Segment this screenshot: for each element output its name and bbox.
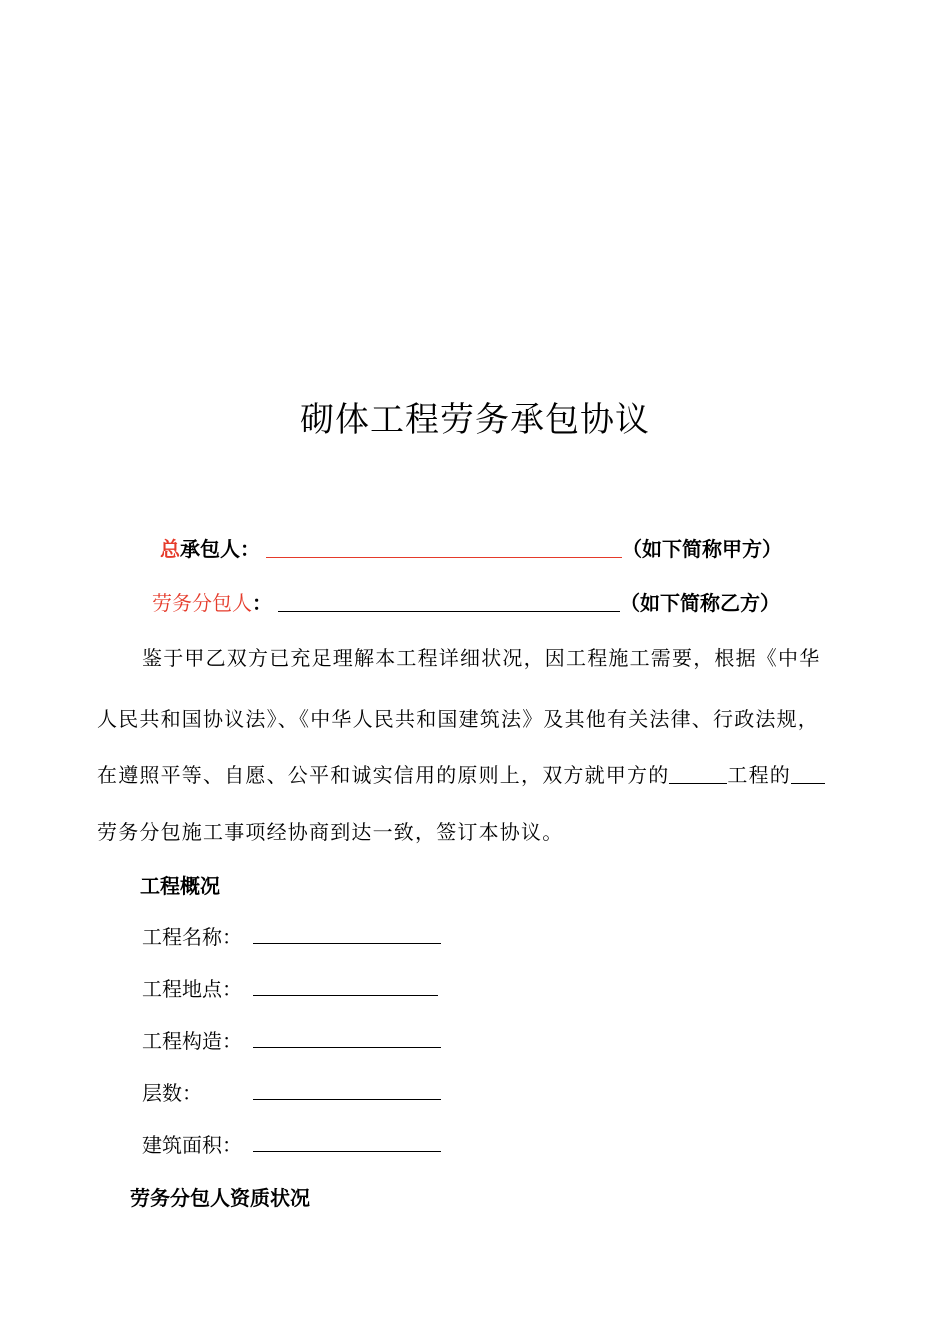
document-title: 砌体工程劳务承包协议 — [300, 400, 650, 440]
subcontractor-suffix: （如下简称乙方） — [620, 591, 780, 615]
intro-line-3-a: 在遵照平等、自愿、公平和诚实信用的原则上，双方就甲方的 — [97, 763, 670, 787]
field-project-name: 工程名称： — [142, 925, 242, 949]
contractor-label: 承包人： — [180, 537, 260, 561]
section-heading-overview: 工程概况 — [140, 874, 220, 898]
intro-line-4: 劳务分包施工事项经协商到达一致，签订本协议。 — [97, 820, 564, 844]
field-project-structure: 工程构造： — [142, 1029, 242, 1053]
field-project-location: 工程地点： — [142, 977, 242, 1001]
project-type-blank[interactable] — [791, 765, 825, 784]
subcontractor-blank[interactable] — [278, 591, 620, 612]
subcontractor-label: 劳务分包人 — [152, 591, 252, 615]
intro-line-2: 人民共和国协议法》、《中华人民共和国建筑法》及其他有关法律、行政法规， — [97, 707, 819, 731]
floors-blank[interactable] — [253, 1099, 441, 1100]
intro-line-1: 鉴于甲乙双方已充足理解本工程详细状况，因工程施工需要，根据《中华 — [142, 646, 821, 670]
subcontractor-line — [152, 587, 780, 616]
intro-line-3-b: 工程的 — [727, 763, 792, 787]
field-building-area: 建筑面积： — [142, 1133, 242, 1157]
contractor-prefix: 总 — [160, 537, 180, 561]
contractor-suffix: （如下简称甲方） — [622, 537, 782, 561]
project-location-blank[interactable] — [253, 995, 438, 996]
contractor-blank[interactable] — [266, 537, 622, 558]
field-floors: 层数： — [142, 1081, 202, 1105]
building-area-blank[interactable] — [253, 1151, 441, 1152]
project-name-blank[interactable] — [253, 943, 441, 944]
subcontractor-colon: ： — [252, 591, 272, 615]
contractor-line — [160, 533, 782, 562]
project-owner-blank[interactable] — [669, 765, 727, 784]
project-structure-blank[interactable] — [253, 1047, 441, 1048]
intro-line-3 — [97, 759, 825, 788]
section-heading-qualification: 劳务分包人资质状况 — [130, 1186, 310, 1210]
